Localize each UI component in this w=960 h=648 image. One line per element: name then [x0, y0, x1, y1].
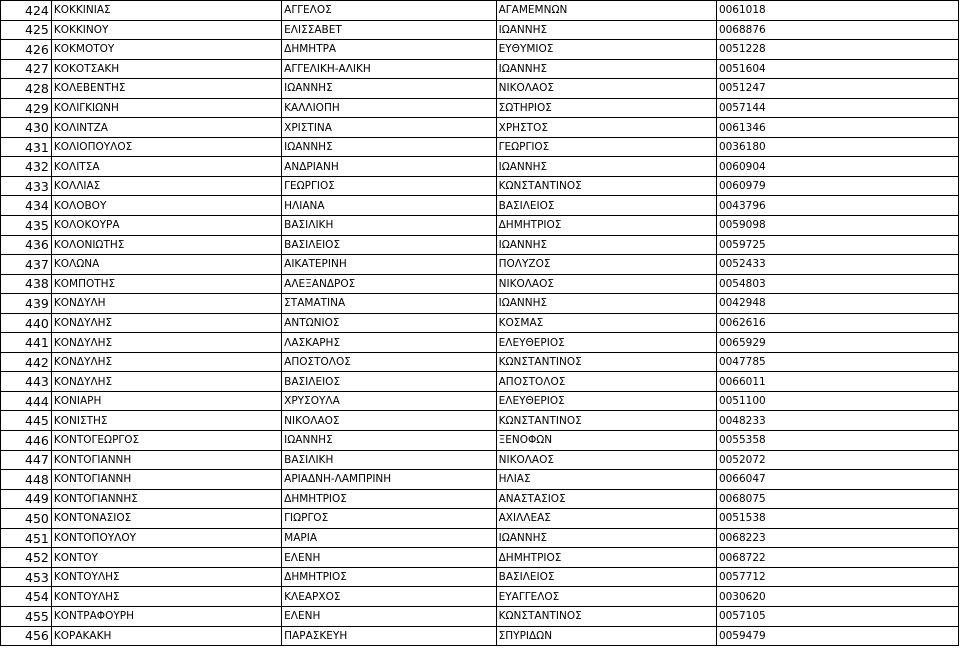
- surname-cell: ΚΟΝΙΑΡΗ: [51, 391, 281, 411]
- father-name-cell: ΑΓΑΜΕΜΝΩΝ: [496, 1, 716, 21]
- father-name-cell: ΚΩΝΣΤΑΝΤΙΝΟΣ: [496, 606, 716, 626]
- row-number-cell: 448: [1, 470, 52, 490]
- first-name-cell: ΑΓΓΕΛΟΣ: [282, 1, 496, 21]
- row-number-cell: 449: [1, 489, 52, 509]
- first-name-cell: ΔΗΜΗΤΡΑ: [282, 40, 496, 60]
- code-cell: 0061346: [716, 118, 958, 138]
- father-name-cell: ΧΡΗΣΤΟΣ: [496, 118, 716, 138]
- surname-cell: ΚΟΚΟΤΣΑΚΗ: [51, 59, 281, 79]
- surname-cell: ΚΟΡΑΚΑΚΗ: [51, 626, 281, 646]
- code-cell: 0062616: [716, 313, 958, 333]
- code-cell: 0068223: [716, 528, 958, 548]
- row-number-cell: 456: [1, 626, 52, 646]
- row-number-cell: 437: [1, 255, 52, 275]
- surname-cell: ΚΟΝΙΣΤΗΣ: [51, 411, 281, 431]
- father-name-cell: ΚΩΝΣΤΑΝΤΙΝΟΣ: [496, 176, 716, 196]
- table-row: [1, 606, 959, 626]
- code-cell: 0065929: [716, 333, 958, 353]
- father-name-cell: ΚΩΝΣΤΑΝΤΙΝΟΣ: [496, 352, 716, 372]
- row-number-cell: 426: [1, 40, 52, 60]
- table-row: [1, 626, 959, 646]
- row-number-cell: 430: [1, 118, 52, 138]
- surname-cell: ΚΟΝΔΥΛΗΣ: [51, 352, 281, 372]
- father-name-cell: ΕΥΘΥΜΙΟΣ: [496, 40, 716, 60]
- surname-cell: ΚΟΜΠΟΤΗΣ: [51, 274, 281, 294]
- code-cell: 0059725: [716, 235, 958, 255]
- code-cell: 0047785: [716, 352, 958, 372]
- row-number-cell: 440: [1, 313, 52, 333]
- father-name-cell: ΕΛΕΥΘΕΡΙΟΣ: [496, 391, 716, 411]
- row-number-cell: 442: [1, 352, 52, 372]
- father-name-cell: ΙΩΑΝΝΗΣ: [496, 59, 716, 79]
- table-row: [1, 20, 959, 40]
- first-name-cell: ΔΗΜΗΤΡΙΟΣ: [282, 567, 496, 587]
- first-name-cell: ΑΝΤΩΝΙΟΣ: [282, 313, 496, 333]
- surname-cell: ΚΟΝΤΟΥΛΗΣ: [51, 567, 281, 587]
- code-cell: 0059479: [716, 626, 958, 646]
- surname-cell: ΚΟΛΛΙΑΣ: [51, 176, 281, 196]
- table-row: [1, 470, 959, 490]
- first-name-cell: ΒΑΣΙΛΙΚΗ: [282, 216, 496, 236]
- first-name-cell: ΑΡΙΑΔΝΗ-ΛΑΜΠΡΙΝΗ: [282, 470, 496, 490]
- code-cell: 0054803: [716, 274, 958, 294]
- row-number-cell: 447: [1, 450, 52, 470]
- father-name-cell: ΝΙΚΟΛΑΟΣ: [496, 79, 716, 99]
- table-row: [1, 294, 959, 314]
- surname-cell: ΚΟΚΚΙΝΟΥ: [51, 20, 281, 40]
- table-row: [1, 489, 959, 509]
- first-name-cell: ΙΩΑΝΝΗΣ: [282, 431, 496, 451]
- surname-cell: ΚΟΝΤΟΓΙΑΝΝΗ: [51, 470, 281, 490]
- surname-cell: ΚΟΛΙΝΤΖΑ: [51, 118, 281, 138]
- father-name-cell: ΔΗΜΗΤΡΙΟΣ: [496, 216, 716, 236]
- row-number-cell: 438: [1, 274, 52, 294]
- table-row: [1, 157, 959, 177]
- first-name-cell: ΑΝΔΡΙΑΝΗ: [282, 157, 496, 177]
- surname-cell: ΚΟΚΜΟΤΟΥ: [51, 40, 281, 60]
- table-row: [1, 411, 959, 431]
- father-name-cell: ΣΠΥΡΙΔΩΝ: [496, 626, 716, 646]
- code-cell: 0061018: [716, 1, 958, 21]
- table-row: [1, 528, 959, 548]
- first-name-cell: ΚΑΛΛΙΟΠΗ: [282, 98, 496, 118]
- code-cell: 0060979: [716, 176, 958, 196]
- table-row: [1, 235, 959, 255]
- code-cell: 0051228: [716, 40, 958, 60]
- first-name-cell: ΗΛΙΑΝΑ: [282, 196, 496, 216]
- code-cell: 0030620: [716, 587, 958, 607]
- first-name-cell: ΣΤΑΜΑΤΙΝΑ: [282, 294, 496, 314]
- father-name-cell: ΓΕΩΡΓΙΟΣ: [496, 137, 716, 157]
- table-row: [1, 274, 959, 294]
- father-name-cell: ΙΩΑΝΝΗΣ: [496, 20, 716, 40]
- father-name-cell: ΑΠΟΣΤΟΛΟΣ: [496, 372, 716, 392]
- row-number-cell: 454: [1, 587, 52, 607]
- first-name-cell: ΙΩΑΝΝΗΣ: [282, 137, 496, 157]
- first-name-cell: ΔΗΜΗΤΡΙΟΣ: [282, 489, 496, 509]
- code-cell: 0060904: [716, 157, 958, 177]
- surname-cell: ΚΟΝΤΟΓΙΑΝΝΗ: [51, 450, 281, 470]
- father-name-cell: ΙΩΑΝΝΗΣ: [496, 157, 716, 177]
- row-number-cell: 433: [1, 176, 52, 196]
- row-number-cell: 425: [1, 20, 52, 40]
- table-row: [1, 176, 959, 196]
- father-name-cell: ΝΙΚΟΛΑΟΣ: [496, 274, 716, 294]
- surname-cell: ΚΟΝΤΟΓΕΩΡΓΟΣ: [51, 431, 281, 451]
- row-number-cell: 435: [1, 216, 52, 236]
- first-name-cell: ΕΛΕΝΗ: [282, 606, 496, 626]
- father-name-cell: ΚΟΣΜΑΣ: [496, 313, 716, 333]
- table-row: [1, 313, 959, 333]
- first-name-cell: ΕΛΙΣΣΑΒΕΤ: [282, 20, 496, 40]
- code-cell: 0051100: [716, 391, 958, 411]
- first-name-cell: ΜΑΡΙΑ: [282, 528, 496, 548]
- table-row: [1, 587, 959, 607]
- father-name-cell: ΔΗΜΗΤΡΙΟΣ: [496, 548, 716, 568]
- row-number-cell: 441: [1, 333, 52, 353]
- code-cell: 0051247: [716, 79, 958, 99]
- code-cell: 0059098: [716, 216, 958, 236]
- table-row: [1, 1, 959, 21]
- row-number-cell: 424: [1, 1, 52, 21]
- first-name-cell: ΧΡΥΣΟΥΛΑ: [282, 391, 496, 411]
- row-number-cell: 432: [1, 157, 52, 177]
- row-number-cell: 451: [1, 528, 52, 548]
- row-number-cell: 455: [1, 606, 52, 626]
- father-name-cell: ΑΝΑΣΤΑΣΙΟΣ: [496, 489, 716, 509]
- table-row: [1, 255, 959, 275]
- table-row: [1, 196, 959, 216]
- first-name-cell: ΓΙΩΡΓΟΣ: [282, 509, 496, 529]
- first-name-cell: ΑΓΓΕΛΙΚΗ-ΑΛΙΚΗ: [282, 59, 496, 79]
- first-name-cell: ΛΑΣΚΑΡΗΣ: [282, 333, 496, 353]
- table-row: [1, 509, 959, 529]
- row-number-cell: 428: [1, 79, 52, 99]
- table-row: [1, 431, 959, 451]
- table-row: [1, 98, 959, 118]
- first-name-cell: ΕΛΕΝΗ: [282, 548, 496, 568]
- surname-cell: ΚΟΝΔΥΛΗΣ: [51, 372, 281, 392]
- row-number-cell: 445: [1, 411, 52, 431]
- surname-cell: ΚΟΛΕΒΕΝΤΗΣ: [51, 79, 281, 99]
- father-name-cell: ΝΙΚΟΛΑΟΣ: [496, 450, 716, 470]
- table-row: [1, 137, 959, 157]
- first-name-cell: ΙΩΑΝΝΗΣ: [282, 79, 496, 99]
- table-row: [1, 40, 959, 60]
- surname-cell: ΚΟΝΤΟΥΛΗΣ: [51, 587, 281, 607]
- father-name-cell: ΣΩΤΗΡΙΟΣ: [496, 98, 716, 118]
- first-name-cell: ΒΑΣΙΛΕΙΟΣ: [282, 235, 496, 255]
- father-name-cell: ΞΕΝΟΦΩΝ: [496, 431, 716, 451]
- row-number-cell: 436: [1, 235, 52, 255]
- first-name-cell: ΧΡΙΣΤΙΝΑ: [282, 118, 496, 138]
- code-cell: 0042948: [716, 294, 958, 314]
- father-name-cell: ΑΧΙΛΛΕΑΣ: [496, 509, 716, 529]
- code-cell: 0068722: [716, 548, 958, 568]
- surname-cell: ΚΟΝΤΟΓΙΑΝΝΗΣ: [51, 489, 281, 509]
- table-row: [1, 118, 959, 138]
- table-row: [1, 450, 959, 470]
- row-number-cell: 434: [1, 196, 52, 216]
- father-name-cell: ΙΩΑΝΝΗΣ: [496, 294, 716, 314]
- row-number-cell: 429: [1, 98, 52, 118]
- first-name-cell: ΑΠΟΣΤΟΛΟΣ: [282, 352, 496, 372]
- father-name-cell: ΙΩΑΝΝΗΣ: [496, 528, 716, 548]
- code-cell: 0051538: [716, 509, 958, 529]
- father-name-cell: ΕΛΕΥΘΕΡΙΟΣ: [496, 333, 716, 353]
- father-name-cell: ΕΥΑΓΓΕΛΟΣ: [496, 587, 716, 607]
- row-number-cell: 452: [1, 548, 52, 568]
- code-cell: 0066047: [716, 470, 958, 490]
- father-name-cell: ΚΩΝΣΤΑΝΤΙΝΟΣ: [496, 411, 716, 431]
- surname-cell: ΚΟΛΩΝΑ: [51, 255, 281, 275]
- table-row: [1, 567, 959, 587]
- first-name-cell: ΓΕΩΡΓΙΟΣ: [282, 176, 496, 196]
- code-cell: 0048233: [716, 411, 958, 431]
- first-name-cell: ΑΙΚΑΤΕΡΙΝΗ: [282, 255, 496, 275]
- code-cell: 0052433: [716, 255, 958, 275]
- row-number-cell: 453: [1, 567, 52, 587]
- row-number-cell: 439: [1, 294, 52, 314]
- code-cell: 0051604: [716, 59, 958, 79]
- first-name-cell: ΠΑΡΑΣΚΕΥΗ: [282, 626, 496, 646]
- table-row: [1, 59, 959, 79]
- code-cell: 0068876: [716, 20, 958, 40]
- row-number-cell: 450: [1, 509, 52, 529]
- table-row: [1, 333, 959, 353]
- surname-cell: ΚΟΝΤΡΑΦΟΥΡΗ: [51, 606, 281, 626]
- surname-cell: ΚΟΝΔΥΛΗ: [51, 294, 281, 314]
- first-name-cell: ΒΑΣΙΛΕΙΟΣ: [282, 372, 496, 392]
- row-number-cell: 444: [1, 391, 52, 411]
- table-row: [1, 79, 959, 99]
- code-cell: 0057144: [716, 98, 958, 118]
- first-name-cell: ΝΙΚΟΛΑΟΣ: [282, 411, 496, 431]
- surname-cell: ΚΟΛΟΝΙΩΤΗΣ: [51, 235, 281, 255]
- surname-cell: ΚΟΛΙΓΚΙΩΝΗ: [51, 98, 281, 118]
- first-name-cell: ΑΛΕΞΑΝΔΡΟΣ: [282, 274, 496, 294]
- surname-cell: ΚΟΛΙΟΠΟΥΛΟΣ: [51, 137, 281, 157]
- father-name-cell: ΒΑΣΙΛΕΙΟΣ: [496, 196, 716, 216]
- first-name-cell: ΚΛΕΑΡΧΟΣ: [282, 587, 496, 607]
- code-cell: 0043796: [716, 196, 958, 216]
- code-cell: 0036180: [716, 137, 958, 157]
- first-name-cell: ΒΑΣΙΛΙΚΗ: [282, 450, 496, 470]
- row-number-cell: 427: [1, 59, 52, 79]
- father-name-cell: ΠΟΛΥΖΟΣ: [496, 255, 716, 275]
- row-number-cell: 443: [1, 372, 52, 392]
- code-cell: 0057712: [716, 567, 958, 587]
- table-row: [1, 352, 959, 372]
- surname-cell: ΚΟΝΤΟΥ: [51, 548, 281, 568]
- surname-cell: ΚΟΝΤΟΝΑΣΙΟΣ: [51, 509, 281, 529]
- father-name-cell: ΙΩΑΝΝΗΣ: [496, 235, 716, 255]
- row-number-cell: 431: [1, 137, 52, 157]
- surname-cell: ΚΟΝΔΥΛΗΣ: [51, 333, 281, 353]
- table-row: [1, 372, 959, 392]
- table-row: [1, 548, 959, 568]
- father-name-cell: ΗΛΙΑΣ: [496, 470, 716, 490]
- father-name-cell: ΒΑΣΙΛΕΙΟΣ: [496, 567, 716, 587]
- code-cell: 0068075: [716, 489, 958, 509]
- row-number-cell: 446: [1, 431, 52, 451]
- surname-cell: ΚΟΝΔΥΛΗΣ: [51, 313, 281, 333]
- code-cell: 0055358: [716, 431, 958, 451]
- surname-cell: ΚΟΚΚΙΝΙΑΣ: [51, 1, 281, 21]
- surname-cell: ΚΟΛΟΚΟΥΡΑ: [51, 216, 281, 236]
- code-cell: 0057105: [716, 606, 958, 626]
- records-table-body: [1, 1, 959, 646]
- surname-cell: ΚΟΛΙΤΣΑ: [51, 157, 281, 177]
- code-cell: 0066011: [716, 372, 958, 392]
- table-row: [1, 216, 959, 236]
- table-row: [1, 391, 959, 411]
- code-cell: 0052072: [716, 450, 958, 470]
- surname-cell: ΚΟΝΤΟΠΟΥΛΟΥ: [51, 528, 281, 548]
- surname-cell: ΚΟΛΟΒΟΥ: [51, 196, 281, 216]
